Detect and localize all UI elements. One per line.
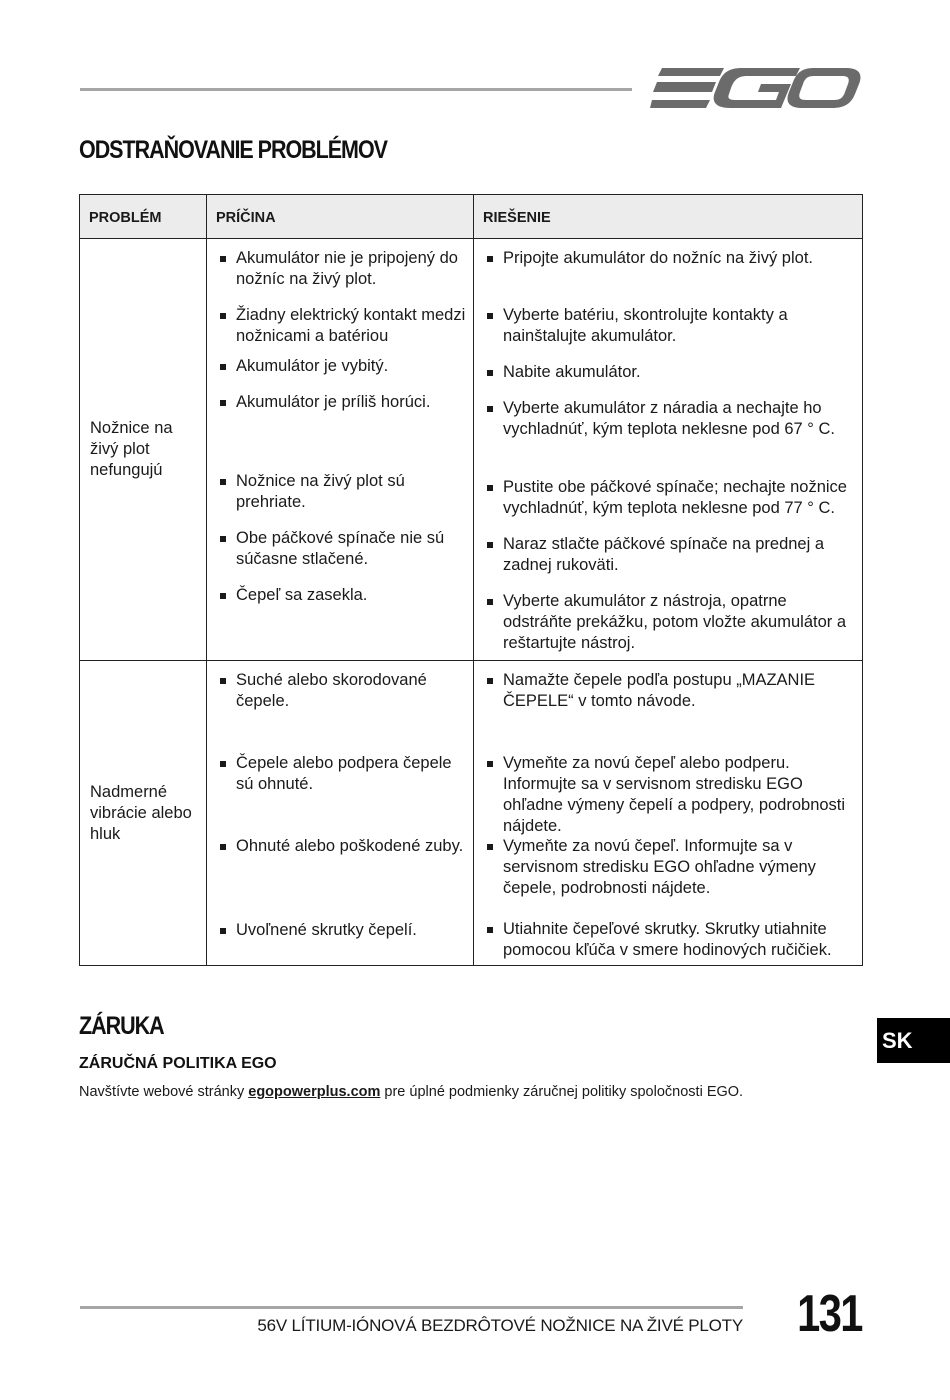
table-row <box>80 239 863 661</box>
footer-title: 56V LÍTIUM-IÓNOVÁ BEZDRÔTOVÉ NOŽNICE NA ŽIVÉ PLOTY <box>257 1316 743 1335</box>
cause-item: Obe páčkové spínače nie sú súčasne stlačené. <box>207 528 473 570</box>
ego-logo <box>650 62 862 114</box>
cause-item: Čepele alebo podpera čepele sú ohnuté. <box>207 753 473 795</box>
warranty-text-before: Navštívte webové stránky <box>79 1084 249 1100</box>
cause-cell <box>207 661 474 966</box>
cause-item: Akumulátor je príliš horúci. <box>207 392 473 413</box>
footer-rule <box>80 1306 743 1309</box>
table-row <box>80 661 863 966</box>
problem-text: Nadmerné vibrácie alebo hluk <box>90 782 192 843</box>
solution-item: Pustite obe páčkové spínače; nechajte nožnice vychladnúť, kým teplota neklesne pod 77 ° C. <box>474 477 862 519</box>
warranty-text-after: pre úplné podmienky záručnej politiky spoločnosti EGO. <box>380 1084 744 1100</box>
solution-item: Vyberte akumulátor z nástroja, opatrne odstráňte prekážku, potom vložte akumulátor a reštartujte nástroj. <box>474 591 862 654</box>
cause-item: Akumulátor nie je pripojený do nožníc na živý plot. <box>207 248 473 284</box>
solution-item: Nabite akumulátor. <box>474 362 862 383</box>
cause-item: Ohnuté alebo poškodené zuby. <box>207 836 473 857</box>
troubleshooting-title: ODSTRAŇOVANIE PROBLÉMOV <box>79 136 387 164</box>
page-number: 131 <box>797 1285 862 1343</box>
problem-cell <box>80 239 207 661</box>
cause-item: Uvoľnené skrutky čepelí. <box>207 920 473 941</box>
cause-cell <box>207 239 474 661</box>
solution-item: Vymeňte za novú čepeľ alebo podperu. Informujte sa v servisnom stredisku EGO ohľadne výmeny čepelí a podpery, podrobnosti nájdete. <box>474 753 862 816</box>
solution-item: Naraz stlačte páčkové spínače na prednej a zadnej rukoväti. <box>474 534 862 576</box>
cause-item: Žiadny elektrický kontakt medzi nožnicami a batériou <box>207 305 473 341</box>
solution-item: Vyberte akumulátor z náradia a nechajte ho vychladnúť, kým teplota neklesne pod 67 ° C. <box>474 398 862 440</box>
language-tab: SK <box>877 1018 950 1063</box>
header-solution: RIEŠENIE <box>474 195 863 239</box>
solution-cell <box>474 239 863 661</box>
table-header-row <box>80 195 863 239</box>
troubleshooting-table <box>79 194 863 966</box>
header-cause: PRÍČINA <box>207 195 474 239</box>
solution-item: Pripojte akumulátor do nožníc na živý plot. <box>474 248 862 290</box>
cause-item: Akumulátor je vybitý. <box>207 356 473 377</box>
header-problem: PROBLÉM <box>80 195 207 239</box>
cause-item: Nožnice na živý plot sú prehriate. <box>207 471 473 492</box>
solution-item: Vyberte batériu, skontrolujte kontakty a nainštalujte akumulátor. <box>474 305 862 347</box>
warranty-text <box>79 1084 743 1100</box>
solution-item: Vymeňte za novú čepeľ. Informujte sa v servisnom stredisku EGO ohľadne výmeny čepele, podrobnosti nájdete. <box>474 836 862 899</box>
warranty-title: ZÁRUKA <box>79 1012 164 1040</box>
problem-cell <box>80 661 207 966</box>
solution-item: Utiahnite čepeľové skrutky. Skrutky utiahnite pomocou kľúča v smere hodinových ručičiek. <box>474 919 862 961</box>
header-rule <box>80 88 632 91</box>
cause-item: Čepeľ sa zasekla. <box>207 585 473 606</box>
egopowerplus-link[interactable]: egopowerplus.com <box>248 1084 381 1100</box>
problem-text: Nožnice na živý plot nefungujú <box>90 419 173 479</box>
cause-item: Suché alebo skorodované čepele. <box>207 670 473 712</box>
solution-cell <box>474 661 863 966</box>
warranty-subtitle: ZÁRUČNÁ POLITIKA EGO <box>79 1055 277 1072</box>
solution-item: Namažte čepele podľa postupu „MAZANIE ČEPELE“ v tomto návode. <box>474 670 862 712</box>
